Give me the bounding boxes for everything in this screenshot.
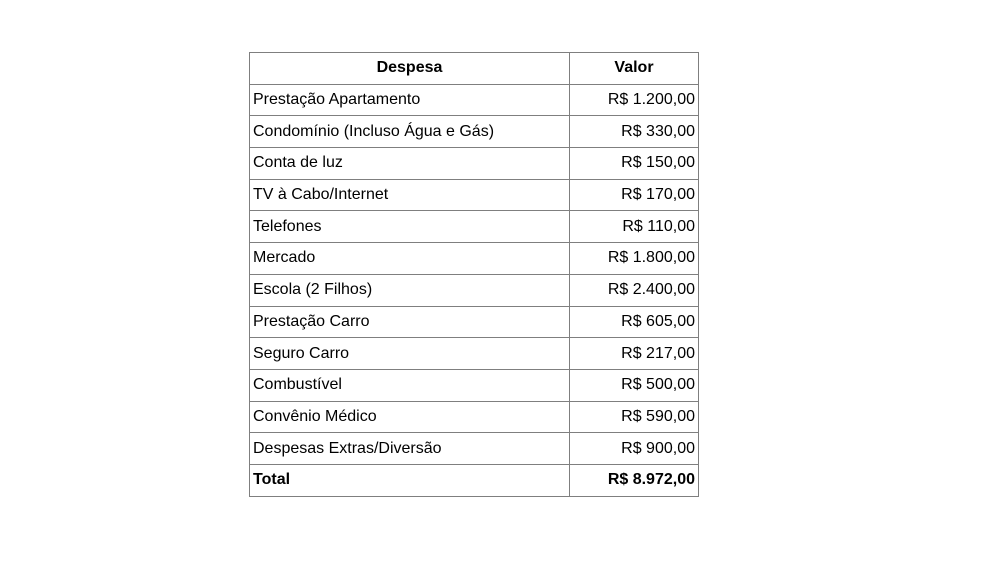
expense-name: Combustível xyxy=(250,369,570,401)
table-row xyxy=(250,243,699,275)
expense-name: Escola (2 Filhos) xyxy=(250,274,570,306)
expense-value: R$ 330,00 xyxy=(570,116,699,148)
table-row xyxy=(250,306,699,338)
header-expense: Despesa xyxy=(250,53,570,85)
table-row xyxy=(250,369,699,401)
expense-name: Convênio Médico xyxy=(250,401,570,433)
table-row xyxy=(250,274,699,306)
table-row xyxy=(250,433,699,465)
table-row xyxy=(250,148,699,180)
expense-name: Conta de luz xyxy=(250,148,570,180)
expense-name: TV à Cabo/Internet xyxy=(250,179,570,211)
expense-value: R$ 605,00 xyxy=(570,306,699,338)
expense-name: Condomínio (Incluso Água e Gás) xyxy=(250,116,570,148)
expense-name: Telefones xyxy=(250,211,570,243)
expense-name: Mercado xyxy=(250,243,570,275)
expense-name: Seguro Carro xyxy=(250,338,570,370)
total-label: Total xyxy=(250,464,570,496)
expense-value: R$ 900,00 xyxy=(570,433,699,465)
expense-name: Prestação Carro xyxy=(250,306,570,338)
total-row xyxy=(250,464,699,496)
table-header-row xyxy=(250,53,699,85)
expense-value: R$ 2.400,00 xyxy=(570,274,699,306)
expense-value: R$ 150,00 xyxy=(570,148,699,180)
expense-value: R$ 1.800,00 xyxy=(570,243,699,275)
header-value: Valor xyxy=(570,53,699,85)
expense-name: Prestação Apartamento xyxy=(250,84,570,116)
expense-value: R$ 500,00 xyxy=(570,369,699,401)
table-row xyxy=(250,401,699,433)
total-value: R$ 8.972,00 xyxy=(570,464,699,496)
table-row xyxy=(250,211,699,243)
table-row xyxy=(250,179,699,211)
expense-table xyxy=(249,52,699,497)
table-row xyxy=(250,84,699,116)
expense-name: Despesas Extras/Diversão xyxy=(250,433,570,465)
expense-value: R$ 1.200,00 xyxy=(570,84,699,116)
table-row xyxy=(250,116,699,148)
expense-value: R$ 590,00 xyxy=(570,401,699,433)
expense-value: R$ 110,00 xyxy=(570,211,699,243)
table-row xyxy=(250,338,699,370)
expense-value: R$ 217,00 xyxy=(570,338,699,370)
expense-value: R$ 170,00 xyxy=(570,179,699,211)
